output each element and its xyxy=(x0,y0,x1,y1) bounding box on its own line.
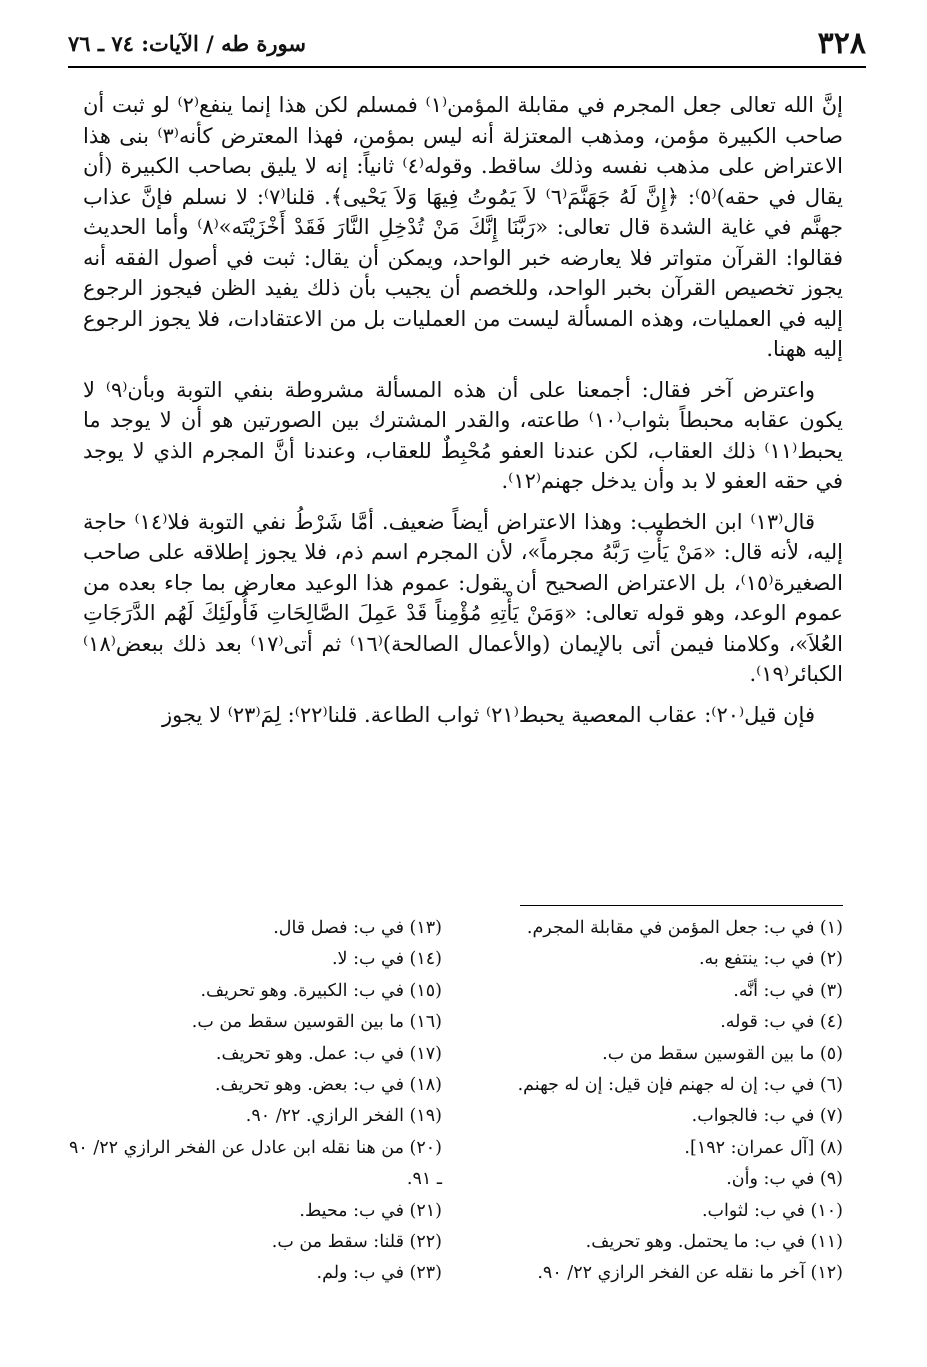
footnote: (٣) في ب: أنَّه. xyxy=(733,980,843,1001)
page-header xyxy=(68,24,866,64)
footnote: (٢١) في ب: محيط. xyxy=(299,1200,442,1221)
footnote: (٧) في ب: فالجواب. xyxy=(691,1106,843,1127)
paragraph: قال⁽١٣⁾ ابن الخطيب: وهذا الاعتراض أيضاً ضعيف. أمَّا شَرْطُ نفي التوبة فلا⁽١٤⁾ حاجة إليه، لأنه قال: «مَنْ يَأْتِ رَبَّهُ مجرماً»، لأن المجرم اسم ذم، فلا يجوز إطلاقه على صاحب الصغيرة⁽١٥⁾، بل الاعتراض الصحيح أن يقول: عموم هذا الوعيد معارض بما جاء بعده من عموم الوعد، وهو قوله تعالى: «وَمَنْ يَأْتِهِ مُؤْمِناً قَدْ عَمِلَ الصَّالِحَاتِ فَأُولَئِكَ لَهُم الدَّرَجَاتِ العُلاَ»، وكلامنا فيمن أتى بالإيمان (والأعمال الصالحة)⁽١٦⁾ ثم أتى⁽١٧⁾ بعد ذلك ببعض⁽١٨⁾ الكبائر⁽١٩⁾. xyxy=(83,509,844,686)
footnote: (١٢) آخر ما نقله عن الفخر الرازي ٢٢/ ٩٠. xyxy=(537,1263,843,1284)
footnote: (١٩) الفخر الرازي. ٢٢/ ٩٠. xyxy=(245,1106,442,1127)
footnote: (١٣) في ب: فصل قال. xyxy=(273,918,442,938)
page-number: ٣٢٨ xyxy=(817,26,866,61)
footnote: (١٧) في ب: عمل. وهو تحريف. xyxy=(215,1043,442,1064)
footnote: (١٨) في ب: بعض. وهو تحريف. xyxy=(214,1075,442,1096)
footnote: (١١) في ب: ما يحتمل. وهو تحريف. xyxy=(585,1232,843,1253)
header-rule xyxy=(68,66,866,68)
footnote: (٦) في ب: إن له جهنم فإن قيل: إن له جهنم. xyxy=(517,1075,843,1096)
running-title: سورة طه / الآيات: ٧٤ ـ ٧٦ xyxy=(68,31,306,56)
footnote: (٢) في ب: ينتفع به. xyxy=(698,949,843,970)
footnote: (٥) ما بين القوسين سقط من ب. xyxy=(602,1043,843,1064)
footnote-rule xyxy=(520,905,843,906)
footnotes-left-column xyxy=(62,913,442,1290)
footnotes-right-column xyxy=(503,913,843,1290)
footnote: (٨) [آل عمران: ١٩٢]. xyxy=(684,1137,843,1158)
footnote: (٢٠) من هنا نقله ابن عادل عن الفخر الرازي ٢٢/ ٩٠ ـ ٩١. xyxy=(68,1137,442,1190)
paragraph: واعترض آخر فقال: أجمعنا على أن هذه المسألة مشروطة بنفي التوبة وبأن⁽٩⁾ لا يكون عقابه محبطاً بثواب⁽١٠⁾ طاعته، والقدر المشترك بين الصورتين هو أن لا يوجد ما يحبط⁽١١⁾ ذلك العقاب، لكن عندنا العفو مُحْبِطٌ للعقاب، وعندنا أنَّ المجرم الذي لا يوجد في حقه العفو لا بد وأن يدخل جهنم⁽١٢⁾. xyxy=(83,377,844,493)
footnote: (٤) في ب: قوله. xyxy=(720,1012,843,1033)
paragraph: إنَّ الله تعالى جعل المجرم في مقابلة المؤمن⁽١⁾ فمسلم لكن هذا إنما ينفع⁽٢⁾ لو ثبت أن صاحب الكبيرة مؤمن، ومذهب المعتزلة أنه ليس بمؤمن، فهذا المعترض كأنه⁽٣⁾ بنى هذا الاعتراض على مذهب نفسه وذلك ساقط. وقوله⁽٤⁾ ثانياً: إنه لا يليق بصاحب الكبيرة (أن يقال في حقه)⁽٥⁾: ﴿إِنَّ لَهُ جَهَنَّمَ⁽٦⁾ لاَ يَمُوتُ فِيهَا وَلاَ يَحْيى﴾. قلنا⁽٧⁾: لا نسلم فإنَّ عذاب جهنَّم في غاية الشدة قال تعالى: «رَبَّنَا إِنَّكَ مَنْ تُدْخِلِ النَّارَ فَقَدْ أَخْزَيْتَه»⁽٨⁾ وأما الحديث فقالوا: القرآن متواتر فلا يعارضه خبر الواحد، ويمكن أن يقال: ثبت في أصول الفقه أنه يجوز تخصيص القرآن بخبر الواحد، وللخصم أن يجيب بأن ذلك يفيد الظن فيجوز الرجوع إليه في العمليات، وهذه المسألة ليست من العمليات بل من الاعتقادات، فلا يجوز الرجوع إليه ههنا. xyxy=(83,93,844,361)
main-text xyxy=(83,90,843,740)
paragraph: فإن قيل⁽٢٠⁾: عقاب المعصية يحبط⁽٢١⁾ ثواب الطاعة. قلنا⁽٢٢⁾: لِمَ⁽٢٣⁾ لا يجوز xyxy=(162,702,815,727)
footnote: (١٠) في ب: لثواب. xyxy=(701,1200,843,1221)
footnote: (٢٣) في ب: ولم. xyxy=(316,1263,442,1284)
footnote: (٩) في ب: وأن. xyxy=(726,1169,843,1190)
footnote: (١٤) في ب: لا. xyxy=(331,949,442,970)
footnote: (١٥) في ب: الكبيرة. وهو تحريف. xyxy=(200,980,442,1001)
footnote: (١) في ب: جعل المؤمن في مقابلة المجرم. xyxy=(526,918,843,938)
footnote: (٢٢) قلنا: سقط من ب. xyxy=(271,1232,442,1253)
footnote: (١٦) ما بين القوسين سقط من ب. xyxy=(191,1012,442,1033)
